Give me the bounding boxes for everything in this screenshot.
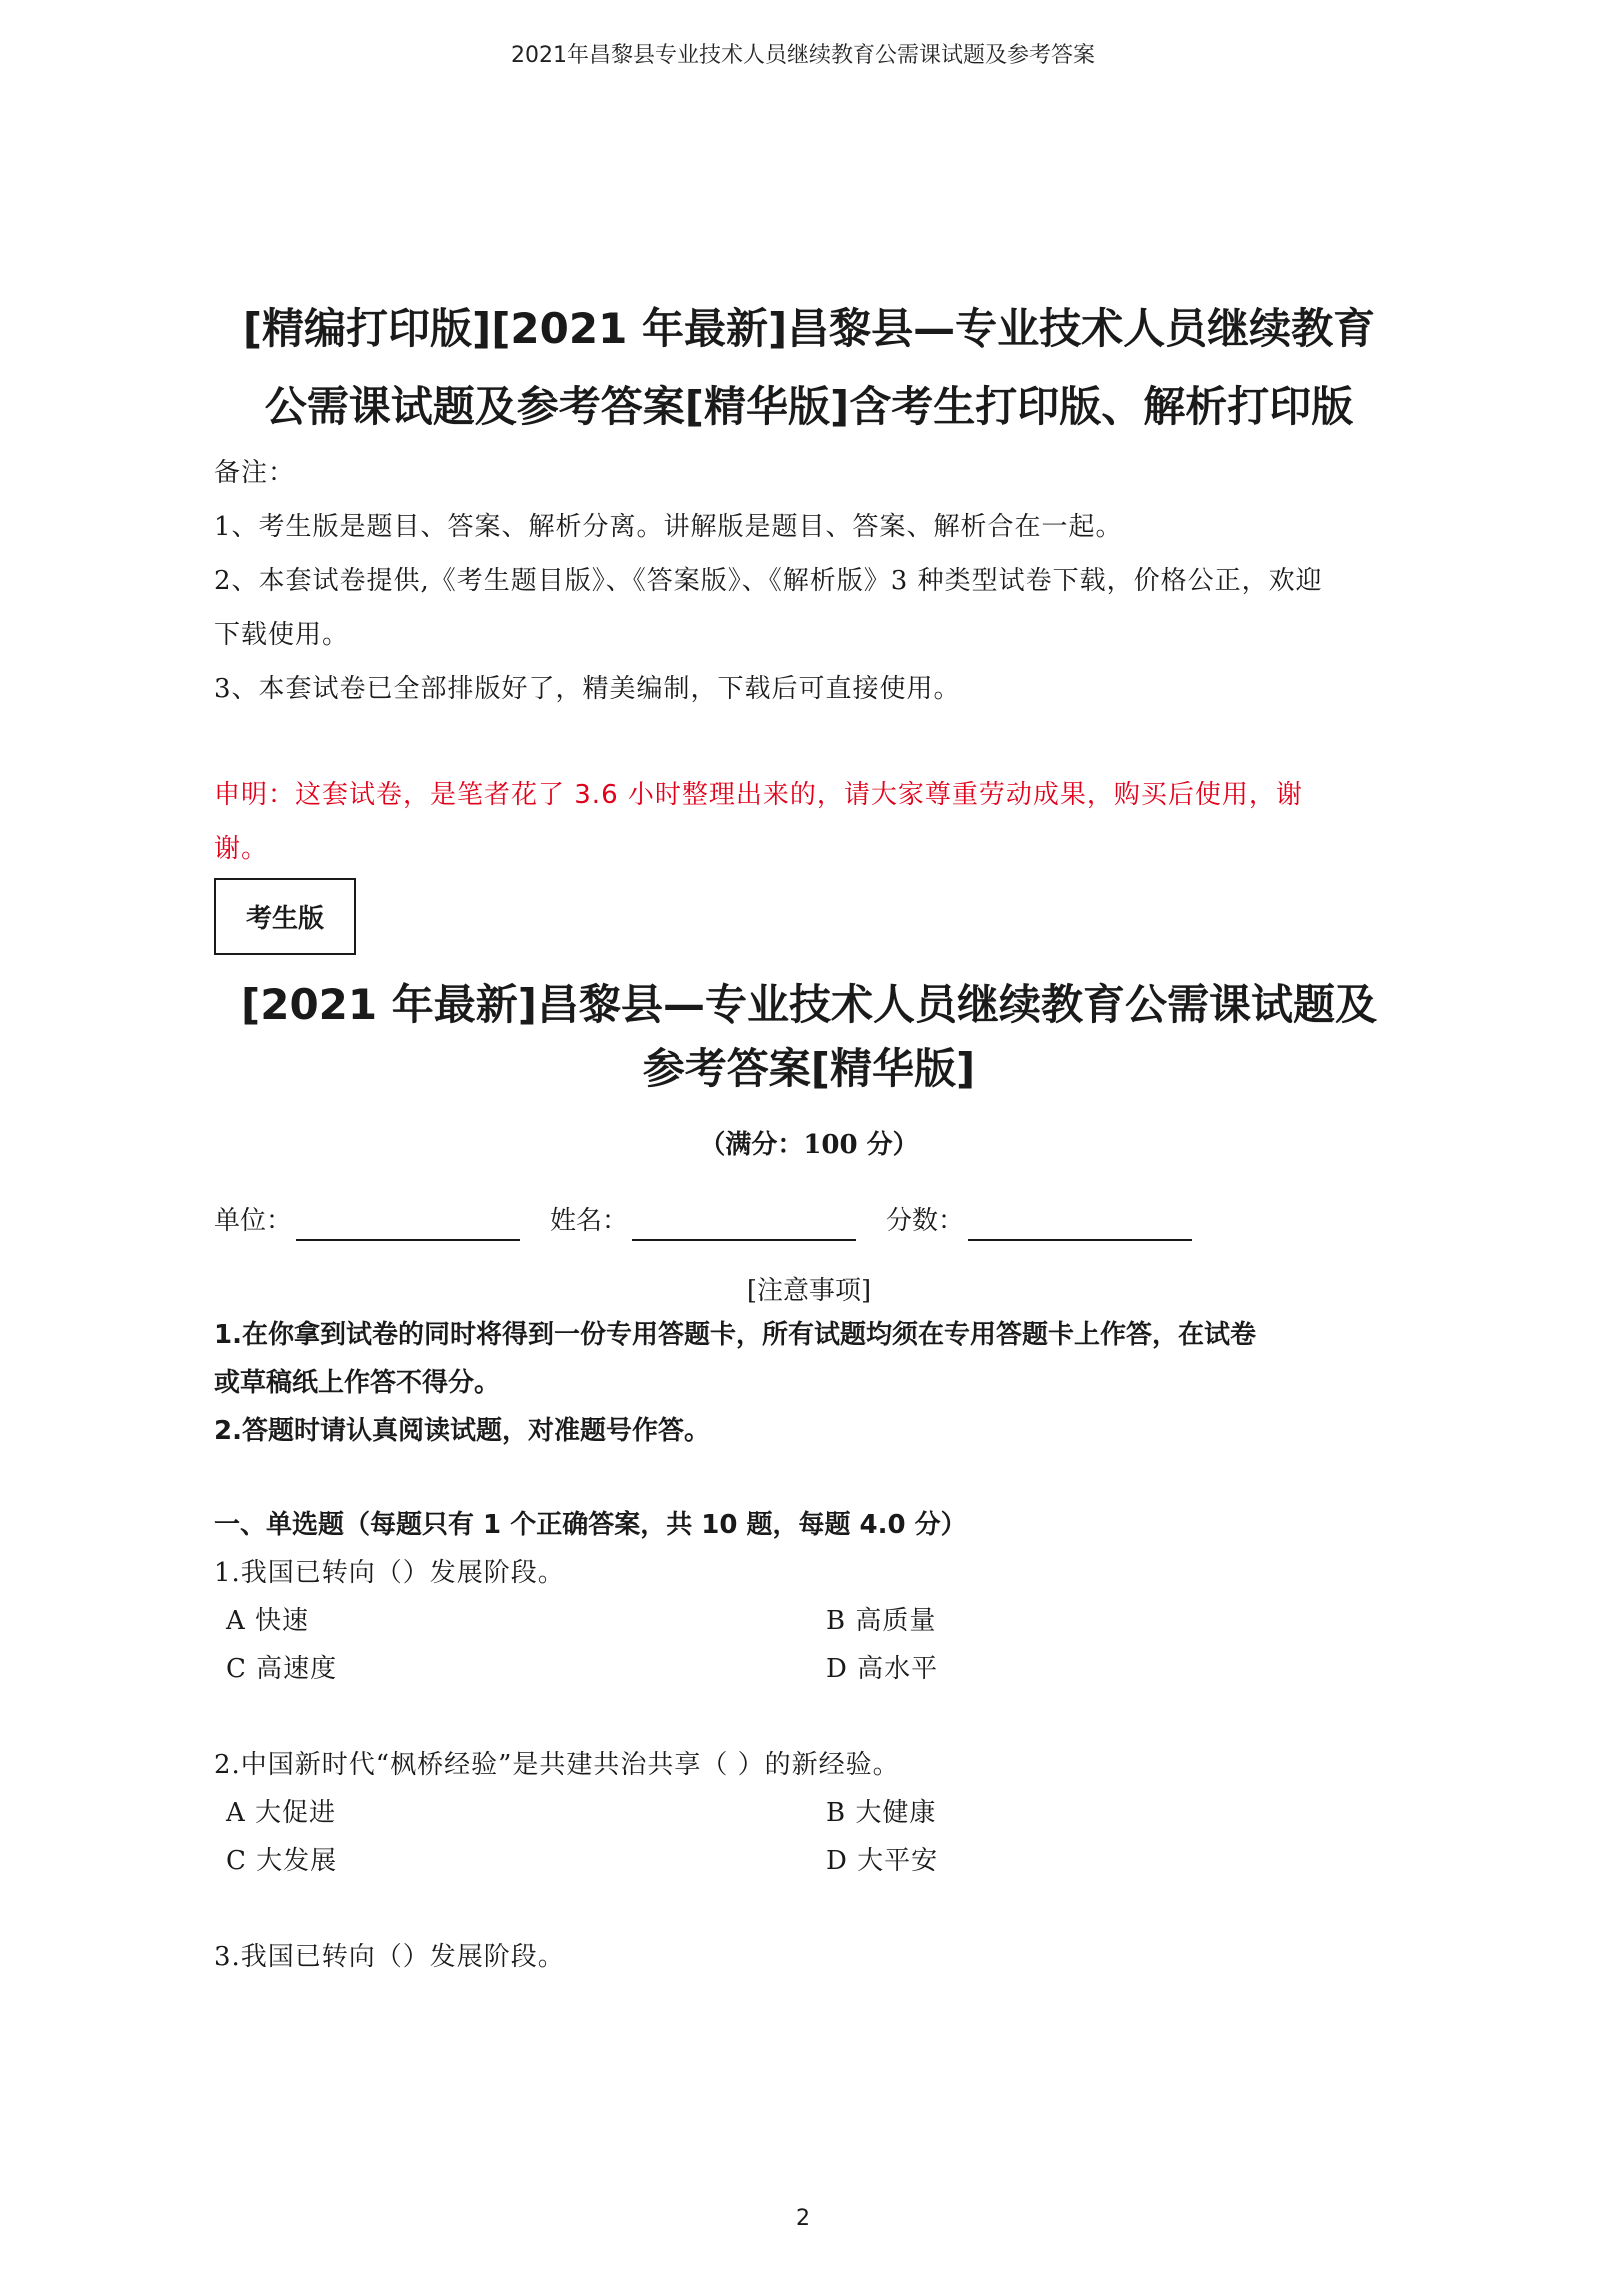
name-blank[interactable] (632, 1211, 856, 1241)
notice-1: 1.在你拿到试卷的同时将得到一份专用答题卡，所有试题均须在专用答题卡上作答，在试卷 (214, 1320, 1256, 1350)
note-3: 3、本套试卷已全部排版好了，精美编制，下载后可直接使用。 (214, 674, 961, 704)
name-label: 姓名： (550, 1206, 629, 1236)
question-1-options (214, 1597, 1404, 1693)
score-label: 分数： (886, 1206, 965, 1236)
exam-title-line2: 参考答案[精华版] (642, 1044, 976, 1093)
cover-title-line2: 公需课试题及参考答案[精华版]含考生打印版、解析打印版 (264, 382, 1354, 431)
exam-title-line1: [2021 年最新]昌黎县—专业技术人员继续教育公需课试题及 (241, 980, 1377, 1029)
running-header: 2021年昌黎县专业技术人员继续教育公需课试题及参考答案 (511, 43, 1095, 68)
page-number: 2 (796, 2206, 810, 2231)
cover-title-line1: [精编打印版][2021 年最新]昌黎县—专业技术人员继续教育 (242, 304, 1376, 353)
score-blank[interactable] (968, 1211, 1192, 1241)
question-2-stem: 2.中国新时代“枫桥经验”是共建共治共享（ ）的新经验。 (214, 1750, 900, 1780)
notice-title: [注意事项] (746, 1276, 872, 1306)
option-a[interactable]: A 大促进 (226, 1798, 337, 1828)
info-fields (214, 1201, 1404, 1241)
question-3-stem: 3.我国已转向（）发展阶段。 (214, 1942, 565, 1972)
notice-1-continued: 或草稿纸上作答不得分。 (214, 1368, 501, 1398)
notice-2: 2.答题时请认真阅读试题，对准题号作答。 (214, 1416, 710, 1446)
option-c[interactable]: C 高速度 (226, 1654, 338, 1684)
note-2: 2、本套试卷提供,《考生题目版》、《答案版》、《解析版》3 种类型试卷下载，价格公正，欢迎 (214, 566, 1323, 596)
option-a[interactable]: A 快速 (226, 1606, 310, 1636)
page-content (214, 290, 1404, 1981)
question-2-options (214, 1789, 1404, 1885)
question-1-stem: 1.我国已转向（）发展阶段。 (214, 1558, 565, 1588)
unit-blank[interactable] (296, 1211, 520, 1241)
option-c[interactable]: C 大发展 (226, 1846, 338, 1876)
declaration-line2: 谢。 (214, 834, 269, 864)
full-score: （满分：100 分） (699, 1130, 919, 1160)
unit-field[interactable] (214, 1201, 520, 1241)
name-field[interactable] (550, 1201, 856, 1241)
option-b[interactable]: B 高质量 (826, 1606, 937, 1636)
option-d[interactable]: D 高水平 (826, 1654, 939, 1684)
score-field[interactable] (886, 1201, 1192, 1241)
option-b[interactable]: B 大健康 (826, 1798, 937, 1828)
note-1: 1、考生版是题目、答案、解析分离。讲解版是题目、答案、解析合在一起。 (214, 512, 1123, 542)
declaration-line1: 申明：这套试卷，是笔者花了 3.6 小时整理出来的，请大家尊重劳动成果，购买后使用，谢 (214, 780, 1303, 810)
unit-label: 单位： (214, 1206, 293, 1236)
version-badge: 考生版 (214, 878, 356, 955)
notes-label: 备注： (214, 458, 296, 488)
option-d[interactable]: D 大平安 (826, 1846, 939, 1876)
note-2-continued: 下载使用。 (214, 620, 350, 650)
section-title: 一、单选题（每题只有 1 个正确答案，共 10 题，每题 4.0 分） (214, 1510, 967, 1540)
